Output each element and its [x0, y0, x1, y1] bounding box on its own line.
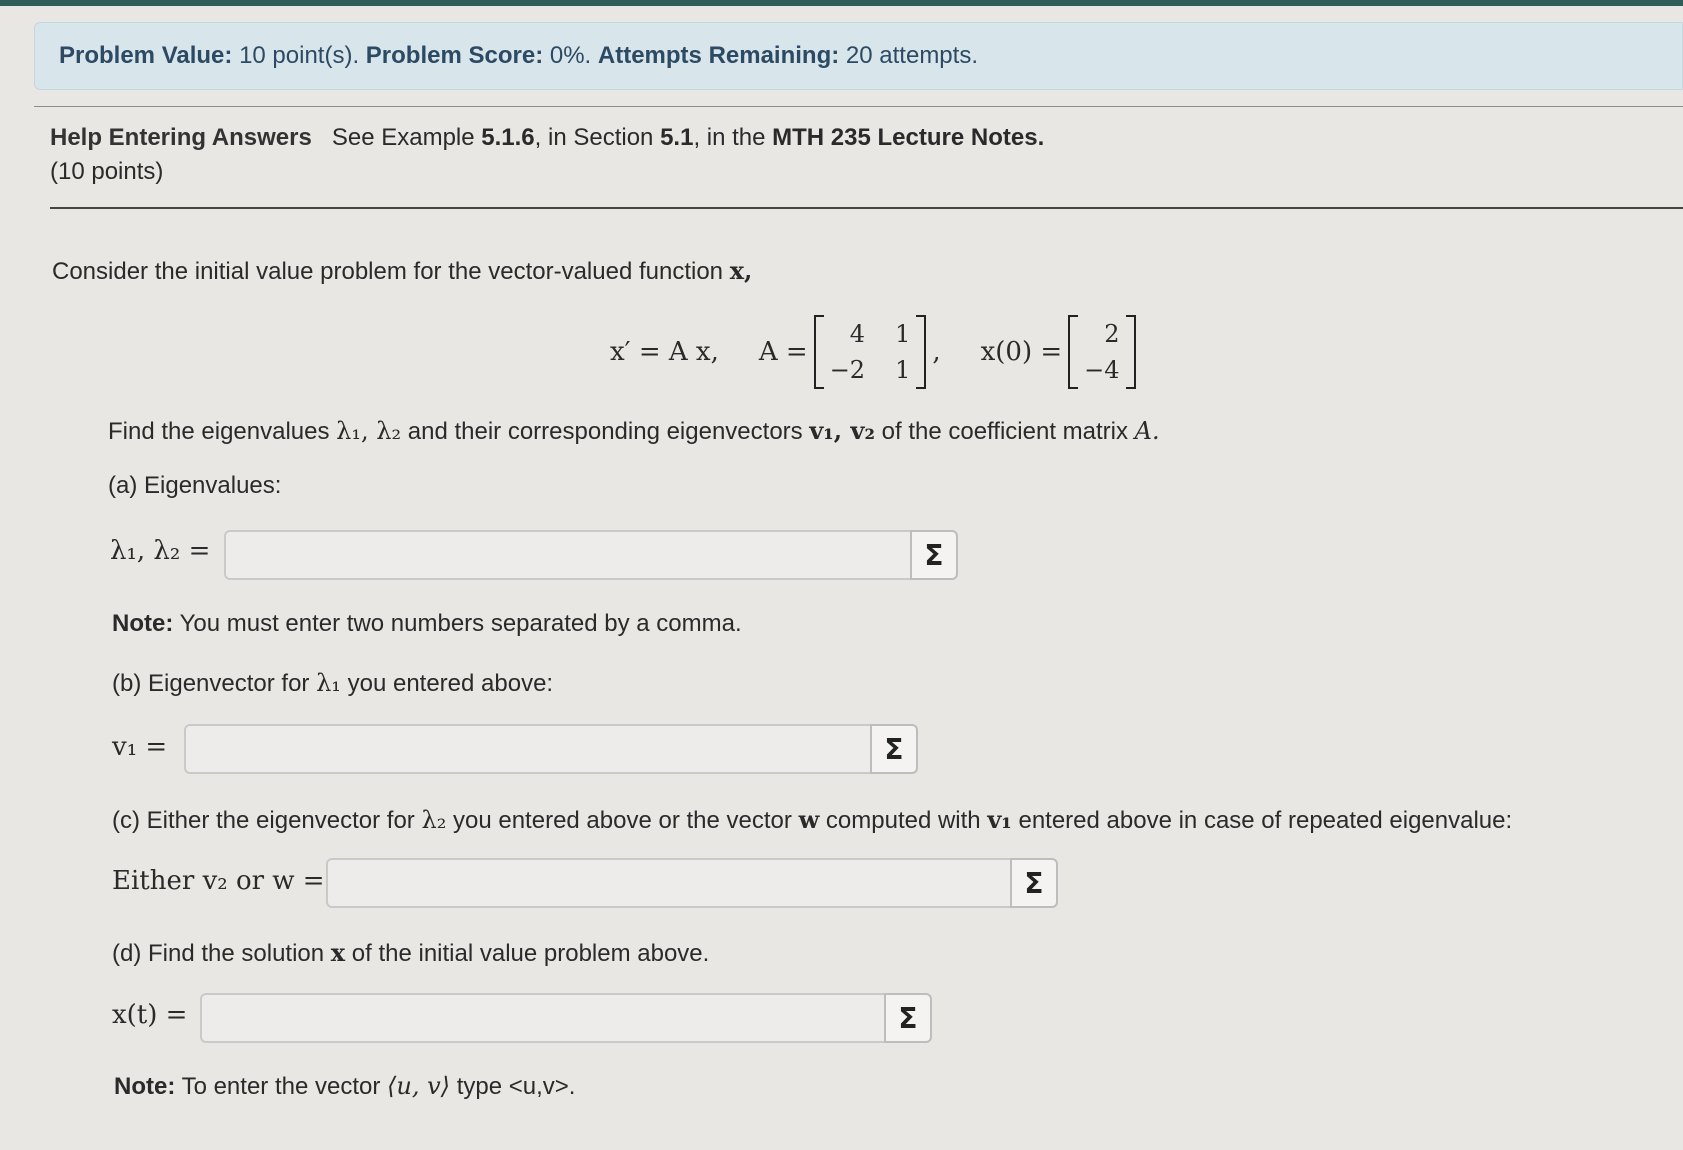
problem-score-label: Problem Score:	[365, 42, 544, 69]
equation-editor-sigma-icon[interactable]: Σ	[870, 724, 918, 774]
part-d-answer	[200, 993, 932, 1043]
top-strip	[0, 0, 1683, 6]
part-d-label: (d) Find the solution x of the initial value problem above.	[112, 938, 710, 967]
equation-editor-sigma-icon[interactable]: Σ	[1010, 858, 1058, 908]
initial-condition-label: x(0) =	[980, 337, 1063, 367]
coefficient-matrix: 4 1 −2 1	[814, 315, 927, 389]
find-instructions: Find the eigenvalues λ₁, λ₂ and their corresponding eigenvectors v₁, v₂ of the coefficient matrix A.	[108, 416, 1160, 445]
eigenvalues-input[interactable]	[224, 530, 910, 580]
points-label: (10 points)	[50, 158, 164, 185]
part-a-math-label: λ₁, λ₂ =	[110, 536, 211, 566]
equation-editor-sigma-icon[interactable]: Σ	[910, 530, 958, 580]
eigenvector-v2-or-w-input[interactable]	[326, 858, 1010, 908]
divider	[50, 207, 1683, 209]
part-b-math-label: v₁ =	[112, 732, 168, 762]
problem-intro: Consider the initial value problem for the vector-valued function x,	[52, 256, 753, 285]
problem-status-banner	[34, 22, 1683, 90]
equation-lhs: x′ = A x,	[610, 337, 719, 367]
part-c-answer	[326, 858, 1058, 908]
ivp-equation: x′ = A x, A = 4 1 −2 1 , x(0) = 2 −4	[610, 312, 1142, 392]
part-a-answer	[224, 530, 958, 580]
problem-value: 10 point(s).	[239, 42, 360, 69]
help-entering-answers-link[interactable]: Help Entering Answers	[50, 124, 312, 151]
part-c-math-label: Either v₂ or w =	[112, 866, 325, 896]
problem-score: 0%.	[549, 42, 592, 69]
part-d-note: Note: To enter the vector ⟨u, v⟩ type <u,v>.	[114, 1072, 576, 1100]
divider	[34, 106, 1683, 107]
part-d-math-label: x(t) =	[112, 1000, 188, 1030]
example-reference: See Example 5.1.6, in Section 5.1, in the MTH 235 Lecture Notes.	[331, 124, 1045, 151]
problem-value-label: Problem Value:	[59, 42, 233, 69]
solution-input[interactable]	[200, 993, 884, 1043]
part-b-answer	[184, 724, 918, 774]
part-a-note: Note: You must enter two numbers separated by a comma.	[112, 610, 742, 637]
equation-editor-sigma-icon[interactable]: Σ	[884, 993, 932, 1043]
eigenvector-v1-input[interactable]	[184, 724, 870, 774]
initial-vector: 2 −4	[1068, 315, 1135, 389]
part-a-label: (a) Eigenvalues:	[108, 472, 282, 499]
part-b-label: (b) Eigenvector for λ₁ you entered above:	[112, 669, 554, 697]
attempts-remaining: 20 attempts.	[845, 42, 978, 69]
part-c-label: (c) Either the eigenvector for λ₂ you entered above or the vector w computed with v₁ entered above in case of repeated eigenvalue:	[112, 805, 1513, 834]
matrix-a-label: A =	[758, 337, 808, 367]
attempts-label: Attempts Remaining:	[597, 42, 840, 69]
help-row	[50, 124, 1044, 152]
